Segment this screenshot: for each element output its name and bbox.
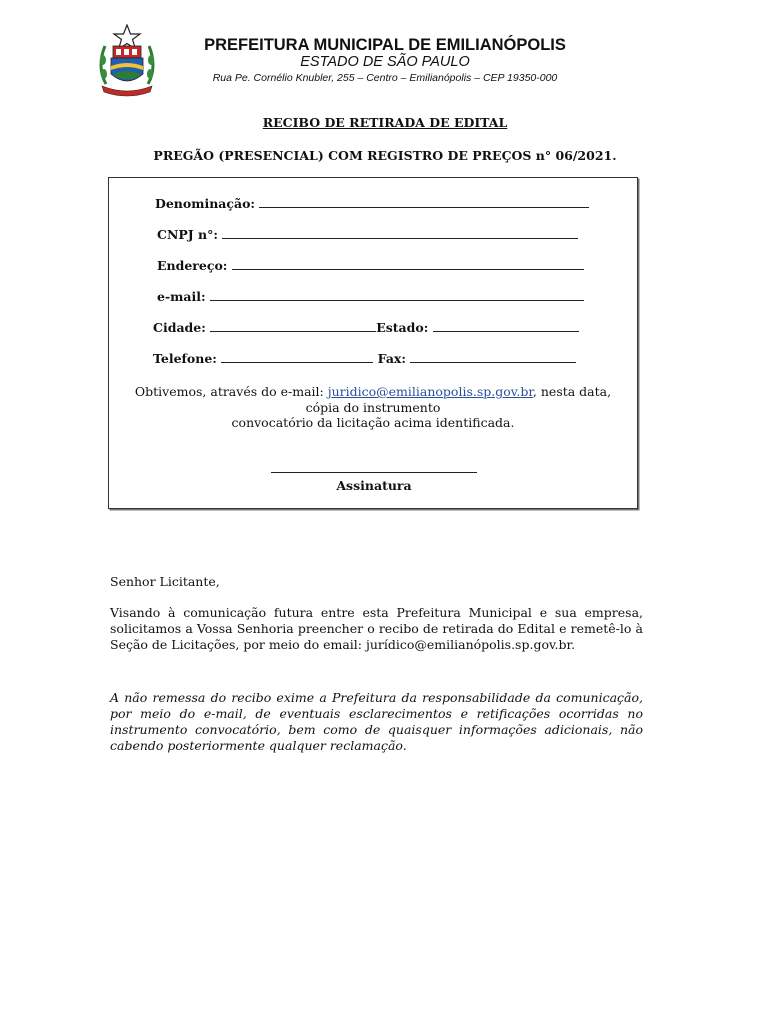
header-state: ESTADO DE SÃO PAULO [300, 54, 470, 70]
confirmation-prefix: Obtivemos, através do e-mail: [134, 384, 328, 399]
estado-label: Estado: [376, 320, 429, 335]
email-label: e-mail: [157, 289, 206, 304]
cnpj-label: CNPJ n°: [157, 227, 218, 242]
denominacao-label: Denominação: [155, 196, 256, 211]
cidade-estado-field[interactable] [153, 320, 579, 335]
document-title: RECIBO DE RETIRADA DE EDITAL [262, 115, 508, 130]
denominacao-field[interactable] [155, 196, 589, 211]
document-subtitle: PREGÃO (PRESENCIAL) COM REGISTRO DE PREÇOS n° 06/2021. [153, 148, 617, 163]
endereco-field[interactable] [157, 258, 584, 273]
email-blank[interactable] [210, 289, 584, 301]
cnpj-field[interactable] [157, 227, 578, 242]
endereco-label: Endereço: [157, 258, 228, 273]
cidade-label: Cidade: [153, 320, 206, 335]
municipal-coat-of-arms-logo [96, 24, 158, 98]
cidade-blank[interactable] [210, 320, 376, 332]
instruction-paragraph: Visando à comunicação futura entre esta Prefeitura Municipal e sua empresa, solicitamos a Vossa Senhoria preencher o recibo de retirada do Edital e remetê-lo à Seção de Licitações, por meio do email: jurídico@emilianópolis.sp.gov.br. [110, 605, 643, 652]
confirmation-line2: convocatório da licitação acima identificada. [231, 415, 515, 430]
header-title: PREFEITURA MUNICIPAL DE EMILIANÓPOLIS [204, 36, 566, 54]
confirmation-text [119, 384, 627, 431]
denominacao-blank[interactable] [259, 196, 589, 208]
header-address: Rua Pe. Cornélio Knubler, 255 – Centro – Emilianópolis – CEP 19350-000 [212, 72, 558, 84]
receipt-form-box [108, 177, 638, 509]
telefone-label: Telefone: [153, 351, 217, 366]
telefone-blank[interactable] [221, 351, 373, 363]
juridico-email-link[interactable]: juridico@emilianopolis.sp.gov.br [327, 384, 533, 399]
disclaimer-paragraph: A não remessa do recibo exime a Prefeitura da responsabilidade da comunicação, por meio do e-mail, de eventuais esclarecimentos e retificações ocorridas no instrumento convocatório, bem como de quaisquer informações adicionais, não cabendo posteriormente qualquer reclamação. [110, 690, 643, 753]
fax-blank[interactable] [410, 351, 576, 363]
email-field[interactable] [157, 289, 584, 304]
salutation: Senhor Licitante, [110, 574, 220, 589]
cnpj-blank[interactable] [222, 227, 578, 239]
fax-label: Fax: [377, 351, 406, 366]
confirmation-suffix: , nesta data, cópia do instrumento [305, 384, 612, 415]
signature-line[interactable] [271, 472, 477, 473]
estado-blank[interactable] [433, 320, 579, 332]
signature-label: Assinatura [336, 478, 412, 493]
telefone-fax-field[interactable] [153, 351, 576, 366]
endereco-blank[interactable] [232, 258, 584, 270]
